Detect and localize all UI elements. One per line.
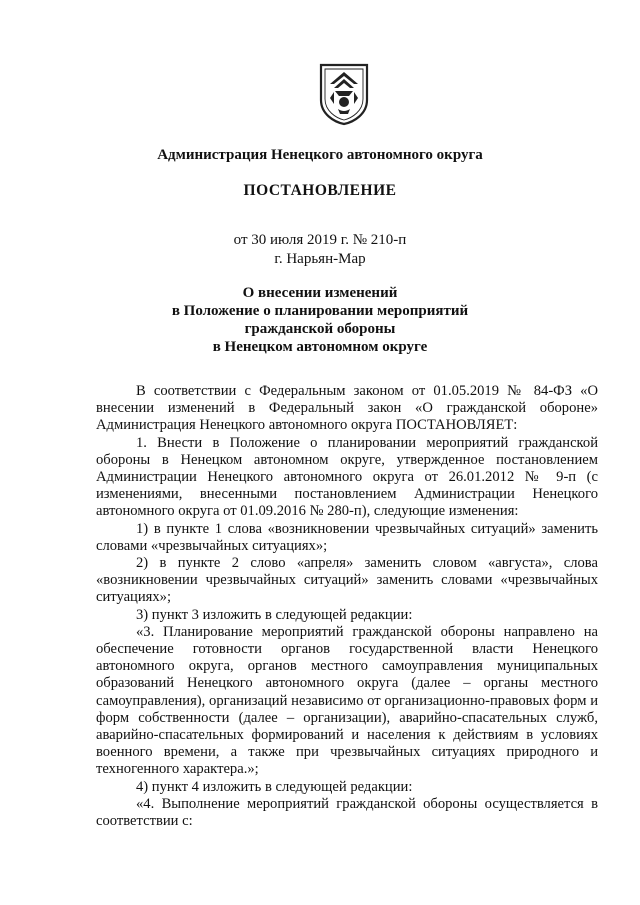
body-paragraph: «4. Выполнение мероприятий гражданской обороны осуществляется в соответствии с: [96, 795, 598, 830]
coat-of-arms-emblem [318, 62, 370, 126]
document-title-line: гражданской обороны [244, 321, 396, 337]
body-paragraph: 2) в пункте 2 слово «апреля» заменить словом «августа», слова «возникновении чрезвычайных ситуаций» заменить словами «чрезвычайных ситуациях»; [96, 555, 598, 606]
document-title-line: в Ненецком автономном округе [212, 339, 428, 355]
body-paragraph: 4) пункт 4 изложить в следующей редакции: [136, 778, 413, 795]
document-type: ПОСТАНОВЛЕНИЕ [243, 182, 397, 199]
body-paragraph: В соответствии с Федеральным законом от 01.05.2019 № 84-ФЗ «О внесении изменений в Федеральный закон «О гражданской обороне» Администрация Ненецкого автономного округа ПОСТАНОВЛЯЕТ: [96, 383, 598, 434]
document-city: г. Нарьян-Мар [274, 251, 366, 267]
document-title-line: в Положение о планировании мероприятий [171, 303, 469, 319]
organization-name: Администрация Ненецкого автономного округа [157, 147, 483, 163]
body-paragraph: 1. Внести в Положение о планировании мероприятий гражданской обороны в Ненецком автономном округе, утвержденное постановлением Администрации Ненецкого автономного округа от 26.01.2012 № 9-п (с изменениями, внесенными постановлением Администрации Ненецкого автономного округа от 01.09.2016 № 280-п), следующие изменения: [96, 434, 598, 520]
document-date-number: от 30 июля 2019 г. № 210-п [233, 232, 407, 248]
document-title-line: О внесении изменений [242, 285, 398, 301]
body-paragraph: 3) пункт 3 изложить в следующей редакции: [136, 606, 413, 623]
body-paragraph: «3. Планирование мероприятий гражданской обороны направлено на обеспечение готовности органов государственной власти Ненецкого автономного округа, органов местного самоуправления муниципальных образований Ненецкого автономного округа (далее – органы местного самоуправления), организаций независимо от организационно-правовых форм и форм собственности (далее – организации), аварийно-спасательных служб, аварийно-спасательных формирований и населения к действиям в условиях военного времени, а также при чрезвычайных ситуациях природного и техногенного характера.»; [96, 623, 598, 778]
body-paragraph: 1) в пункте 1 слова «возникновении чрезвычайных ситуаций» заменить словами «чрезвычайных ситуациях»; [96, 520, 598, 554]
document-body [96, 383, 598, 830]
